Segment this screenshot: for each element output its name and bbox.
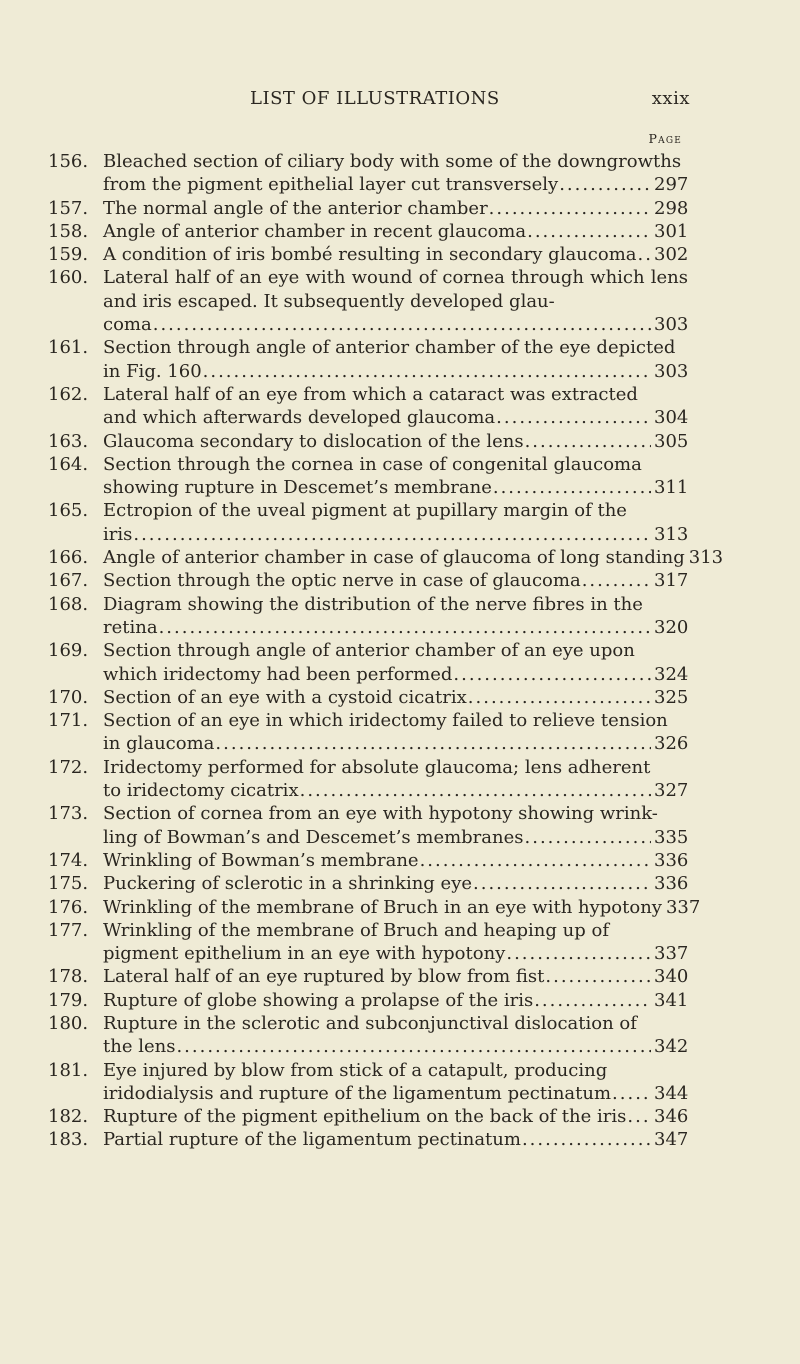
page-number: xxix [651, 88, 690, 109]
dot-leader [638, 243, 652, 266]
page-reference: 336 [654, 873, 689, 895]
list-item [48, 802, 688, 849]
figure-number: 182. [48, 1106, 89, 1128]
caption-tail: showing rupture in Descemet’s membrane [103, 477, 492, 499]
list-item [48, 709, 688, 756]
caption-tail: Glaucoma secondary to dislocation of the lens [103, 430, 524, 452]
figure-number: 169. [48, 640, 89, 662]
figure-number: 177. [48, 919, 89, 941]
dot-leader [153, 313, 651, 336]
page-reference: 342 [654, 1036, 689, 1058]
list-item [48, 639, 688, 686]
list-item [48, 453, 688, 500]
dot-leader [582, 569, 651, 592]
caption-tail: to iridectomy cicatrix [103, 780, 299, 802]
dot-leader [496, 406, 651, 429]
page-reference: 337 [665, 896, 701, 918]
caption-text: Bleached section of ciliary body with some of the downgrowths [103, 151, 682, 172]
caption-tail: from the pigment epithelial layer cut transversely [103, 174, 559, 196]
figure-number: 173. [48, 803, 89, 825]
page-reference: 320 [654, 616, 689, 638]
dot-leader [215, 732, 651, 755]
caption-tail: Rupture of globe showing a prolapse of the iris [103, 989, 534, 1011]
caption-tail: The normal angle of the anterior chamber [103, 197, 488, 219]
list-item [48, 499, 688, 546]
caption-last-line [103, 732, 688, 755]
figure-number: 161. [48, 337, 89, 359]
caption-tail: Section of an eye with a cystoid cicatrix [103, 686, 467, 708]
page-reference: 302 [654, 244, 689, 266]
figure-number: 159. [48, 244, 89, 266]
caption-text: Eye injured by blow from stick of a catapult, producing [103, 1059, 608, 1081]
figure-number: 157. [48, 197, 89, 219]
dot-leader [525, 430, 651, 453]
list-item [48, 756, 688, 803]
caption-text: Section through angle of anterior chamber of the eye depicted [103, 337, 676, 359]
dot-leader [559, 173, 651, 196]
figure-number: 162. [48, 383, 89, 405]
figure-number: 167. [48, 570, 89, 592]
dot-leader [420, 849, 651, 872]
caption-last-line [103, 360, 688, 383]
dot-leader [493, 476, 651, 499]
running-title: LIST OF ILLUSTRATIONS [250, 88, 500, 109]
caption-last-line [103, 220, 688, 243]
caption-tail: coma [103, 314, 152, 336]
dot-leader [203, 360, 651, 383]
caption-last-line [103, 173, 688, 196]
list-item [48, 686, 688, 709]
caption-text: Lateral half of an eye from which a cataract was extracted [103, 383, 638, 405]
list-item [48, 383, 688, 430]
figure-number: 183. [48, 1129, 89, 1151]
list-item [48, 197, 688, 220]
illustrations-list [48, 150, 724, 1152]
list-item [48, 989, 688, 1012]
figure-number: 181. [48, 1059, 89, 1081]
dot-leader [176, 1035, 651, 1058]
caption-text: Section through angle of anterior chamber of an eye upon [103, 640, 635, 662]
list-item [48, 220, 688, 243]
caption-last-line [103, 406, 688, 429]
list-item [48, 593, 688, 640]
dot-leader [468, 686, 651, 709]
caption-tail: Section through the optic nerve in case of glaucoma [103, 570, 581, 592]
list-item [48, 569, 688, 592]
figure-number: 175. [48, 873, 89, 895]
caption-tail: retina [103, 616, 158, 638]
page-reference: 335 [654, 826, 689, 848]
caption-last-line [103, 313, 688, 336]
caption-tail: Wrinkling of Bowman’s membrane [103, 849, 419, 871]
figure-number: 158. [48, 220, 89, 242]
figure-number: 179. [48, 989, 89, 1011]
page-reference: 326 [654, 733, 689, 755]
caption-text: Section of cornea from an eye with hypotony showing wrink- [103, 803, 658, 825]
caption-last-line [103, 826, 688, 849]
caption-last-line [103, 1082, 688, 1105]
list-item [48, 336, 688, 383]
caption-last-line [103, 546, 724, 569]
dot-leader [522, 1128, 651, 1151]
list-item [48, 243, 688, 266]
caption-tail: and which afterwards developed glaucoma [103, 407, 496, 429]
figure-number: 171. [48, 710, 89, 732]
caption-last-line [103, 872, 688, 895]
figure-number: 156. [48, 151, 89, 172]
caption-text: Rupture in the sclerotic and subconjunctival dislocation of [103, 1012, 637, 1034]
figure-number: 170. [48, 686, 89, 708]
dot-leader [133, 523, 651, 546]
dot-leader [300, 779, 651, 802]
caption-tail: Rupture of the pigment epithelium on the back of the iris [103, 1106, 627, 1128]
page-reference: 313 [654, 523, 689, 545]
caption-last-line [103, 663, 688, 686]
page-reference: 341 [654, 989, 689, 1011]
page-reference: 327 [654, 780, 689, 802]
figure-number: 165. [48, 500, 89, 522]
list-item [48, 1012, 688, 1059]
caption-tail: in glaucoma [103, 733, 215, 755]
running-header [250, 88, 690, 112]
list-item [48, 150, 688, 197]
dot-leader [473, 872, 651, 895]
figure-number: 178. [48, 966, 89, 988]
page-reference: 305 [654, 430, 689, 452]
list-item [48, 872, 688, 895]
caption-last-line [103, 430, 688, 453]
figure-number: 174. [48, 849, 89, 871]
page-reference: 317 [654, 570, 689, 592]
caption-tail: Puckering of sclerotic in a shrinking eye [103, 873, 473, 895]
page-reference: 304 [654, 407, 689, 429]
caption-tail: iridodialysis and rupture of the ligamentum pectinatum [103, 1082, 612, 1104]
caption-tail: in Fig. 160 [103, 360, 202, 382]
list-item [48, 430, 688, 453]
caption-text: Lateral half of an eye with wound of cornea through which lens and iris escaped. It subsequently developed glau- [103, 267, 688, 312]
page-reference: 303 [654, 360, 689, 382]
caption-tail: pigment epithelium in an eye with hypotony [103, 943, 506, 965]
caption-text: Section through the cornea in case of congenital glaucoma [103, 453, 642, 475]
list-item [48, 1128, 688, 1151]
page-reference: 303 [654, 314, 689, 336]
dot-leader [489, 197, 651, 220]
caption-last-line [103, 989, 688, 1012]
caption-last-line [103, 616, 688, 639]
list-item [48, 919, 688, 966]
dot-leader [506, 942, 651, 965]
dot-leader [534, 989, 651, 1012]
caption-last-line [103, 1035, 688, 1058]
page-reference: 301 [654, 220, 689, 242]
figure-number: 160. [48, 267, 89, 289]
page-reference: 340 [654, 966, 689, 988]
page-reference: 336 [654, 849, 689, 871]
caption-text: Wrinkling of the membrane of Bruch and heaping up of [103, 919, 609, 941]
page-reference: 346 [654, 1106, 689, 1128]
caption-tail: Angle of anterior chamber in recent glaucoma [103, 220, 527, 242]
list-item [48, 965, 688, 988]
dot-leader [453, 663, 651, 686]
caption-tail: Partial rupture of the ligamentum pectinatum [103, 1129, 521, 1151]
list-item [48, 1105, 688, 1128]
caption-last-line [103, 243, 688, 266]
figure-number: 164. [48, 453, 89, 475]
page-reference: 337 [654, 943, 689, 965]
list-item [48, 896, 701, 919]
caption-text: Diagram showing the distribution of the nerve fibres in the [103, 593, 643, 615]
page-column-label: Page [648, 131, 682, 146]
caption-last-line [103, 942, 688, 965]
figure-number: 176. [48, 896, 89, 918]
caption-tail: Lateral half of an eye ruptured by blow from fist [103, 966, 545, 988]
dot-leader [527, 220, 651, 243]
caption-last-line [103, 569, 688, 592]
dot-leader [525, 826, 651, 849]
figure-number: 166. [48, 547, 89, 569]
figure-number: 180. [48, 1012, 89, 1034]
list-item [48, 266, 688, 336]
page-reference: 311 [654, 477, 689, 499]
caption-last-line [103, 686, 688, 709]
list-item [48, 849, 688, 872]
page-reference: 344 [654, 1082, 689, 1104]
caption-last-line [103, 849, 688, 872]
dot-leader [627, 1105, 651, 1128]
page-reference: 298 [654, 197, 689, 219]
caption-tail: Wrinkling of the membrane of Bruch in an eye with hypotony [103, 896, 662, 918]
caption-last-line [103, 197, 688, 220]
page-reference: 324 [654, 663, 689, 685]
page-reference: 297 [654, 174, 689, 196]
caption-last-line [103, 779, 688, 802]
caption-tail: Angle of anterior chamber in case of glaucoma of long standing [103, 547, 685, 569]
caption-tail: which iridectomy had been performed [103, 663, 453, 685]
dot-leader [545, 965, 651, 988]
caption-text: Ectropion of the uveal pigment at pupillary margin of the [103, 500, 627, 522]
page-reference: 347 [654, 1129, 689, 1151]
page-reference: 313 [688, 547, 724, 569]
figure-number: 163. [48, 430, 89, 452]
caption-text: Section of an eye in which iridectomy failed to relieve tension [103, 710, 668, 732]
figure-number: 168. [48, 593, 89, 615]
caption-tail: the lens [103, 1036, 176, 1058]
caption-last-line [103, 1105, 688, 1128]
list-item [48, 1059, 688, 1106]
caption-tail: A condition of iris bombé resulting in secondary glaucoma [103, 244, 637, 266]
dot-leader [612, 1082, 651, 1105]
list-item [48, 546, 724, 569]
caption-last-line [103, 523, 688, 546]
caption-last-line [103, 965, 688, 988]
caption-tail: ling of Bowman’s and Descemet’s membranes [103, 826, 524, 848]
caption-tail: iris [103, 523, 133, 545]
caption-last-line [103, 896, 701, 919]
caption-text: Iridectomy performed for absolute glaucoma; lens adherent [103, 756, 651, 778]
figure-number: 172. [48, 756, 89, 778]
caption-last-line [103, 476, 688, 499]
caption-last-line [103, 1128, 688, 1151]
page-reference: 325 [654, 686, 689, 708]
dot-leader [159, 616, 651, 639]
